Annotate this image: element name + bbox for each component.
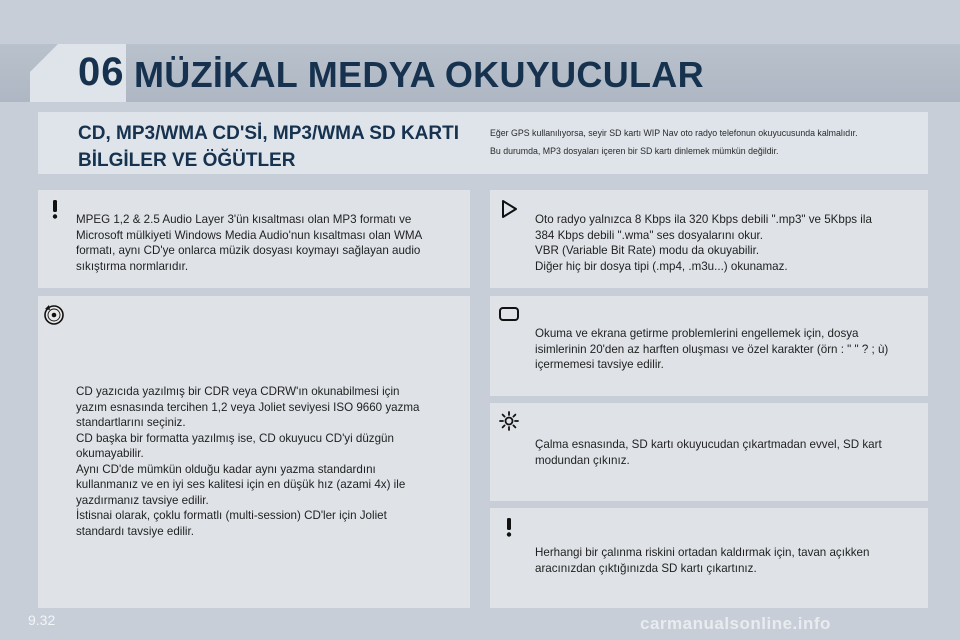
text-line: okumayabilir. bbox=[76, 447, 144, 460]
text-line: modundan çıkınız. bbox=[535, 453, 630, 467]
text-line: Aynı CD'de mümkün olduğu kadar aynı yazma standardını bbox=[76, 462, 376, 476]
panel-filename-advice bbox=[490, 296, 928, 396]
section-heading bbox=[78, 120, 478, 174]
page-number: 9.32 bbox=[28, 612, 56, 628]
panel-text bbox=[535, 212, 925, 274]
panel-text bbox=[535, 326, 927, 373]
panel-bitrate-info bbox=[490, 190, 928, 288]
panel-text bbox=[76, 212, 466, 274]
text-line: CD başka bir formatta yazılmış ise, CD okuyucu CD'yi düzgün bbox=[76, 431, 394, 445]
text-line: içermemesi tavsiye edilir. bbox=[535, 358, 664, 371]
text-line: Diğer hiç bir dosya tipi (.mp4, .m3u...) okunamaz. bbox=[535, 259, 788, 273]
section-heading-line: BİLGİLER VE ÖĞÜTLER bbox=[78, 150, 296, 171]
text-line: VBR (Variable Bit Rate) modu da okuyabilir. bbox=[535, 244, 760, 257]
panel-mpeg-info bbox=[38, 190, 470, 288]
panel-text bbox=[535, 437, 925, 468]
text-line: yazım esnasında tercihen 1,2 veya Joliet seviyesi ISO 9660 yazma bbox=[76, 400, 420, 414]
sun-icon bbox=[498, 410, 520, 432]
play-icon bbox=[498, 198, 520, 220]
panel-text bbox=[535, 545, 925, 576]
text-line: sıkıştırma normlarıdır. bbox=[76, 259, 189, 273]
text-line: aracınızdan çıktığınızda SD kartı çıkartınız. bbox=[535, 561, 757, 575]
text-line: Herhangi bir çalınma riskini ortadan kaldırmak için, tavan açıkken bbox=[535, 546, 870, 559]
watermark: carmanualsonline.info bbox=[640, 614, 831, 633]
intro-line: Eğer GPS kullanılıyorsa, seyir SD kartı WIP Nav oto radyo telefonun okuyucusunda kalmalıdır. bbox=[490, 128, 858, 138]
panel-eject-advice bbox=[490, 403, 928, 501]
text-line: yazdırmanız tavsiye edilir. bbox=[76, 493, 209, 507]
text-line: İstisnai olarak, çoklu formatlı (multi-session) CD'ler için Joliet bbox=[76, 509, 387, 522]
text-line: 384 Kbps debili ".wma" ses dosyalarını okur. bbox=[535, 228, 763, 242]
panel-cd-writing bbox=[38, 296, 470, 608]
text-line: formatı, aynı CD'ye onlarca müzik dosyası koymayı sağlayan audio bbox=[76, 244, 421, 257]
intro-note bbox=[490, 124, 920, 160]
text-line: MPEG 1,2 & 2.5 Audio Layer 3'ün kısaltması olan MP3 formatı ve bbox=[76, 213, 412, 226]
text-line: Okuma ve ekrana getirme problemlerini engellemek için, dosya bbox=[535, 327, 859, 340]
chapter-number: 06 bbox=[78, 50, 125, 94]
exclamation-icon bbox=[498, 516, 520, 538]
text-line: Çalma esnasında, SD kartı okuyucudan çıkartmadan evvel, SD kart bbox=[535, 438, 882, 451]
intro-line: Bu durumda, MP3 dosyaları içeren bir SD kartı dinlemek mümkün değildir. bbox=[490, 146, 779, 156]
section-heading-line: CD, MP3/WMA CD'Sİ, MP3/WMA SD KARTI bbox=[78, 123, 459, 144]
exclamation-icon bbox=[44, 198, 66, 220]
text-line: standartlarını seçiniz. bbox=[76, 416, 186, 429]
disc-icon bbox=[42, 303, 64, 325]
panel-text bbox=[76, 384, 466, 539]
text-line: Microsoft mülkiyeti Windows Media Audio'nun kısaltması olan WMA bbox=[76, 228, 423, 242]
text-line: CD yazıcıda yazılmış bir CDR veya CDRW'ın okunabilmesi için bbox=[76, 385, 400, 398]
text-line: kullanmanız ve en iyi ses kalitesi için en düşük hız (azami 4x) ile bbox=[76, 478, 406, 491]
panel-theft-advice bbox=[490, 508, 928, 608]
text-line: Oto radyo yalnızca 8 Kbps ila 320 Kbps debili ".mp3" ve 5Kbps ila bbox=[535, 213, 872, 226]
text-line: isimlerinin 20'den az harften oluşması ve özel karakter (örn : " " ? ; ù) bbox=[535, 342, 889, 356]
screen-icon bbox=[498, 303, 520, 325]
page-title: MÜZİKAL MEDYA OKUYUCULAR bbox=[134, 54, 704, 95]
text-line: standardı tavsiye edilir. bbox=[76, 524, 194, 538]
